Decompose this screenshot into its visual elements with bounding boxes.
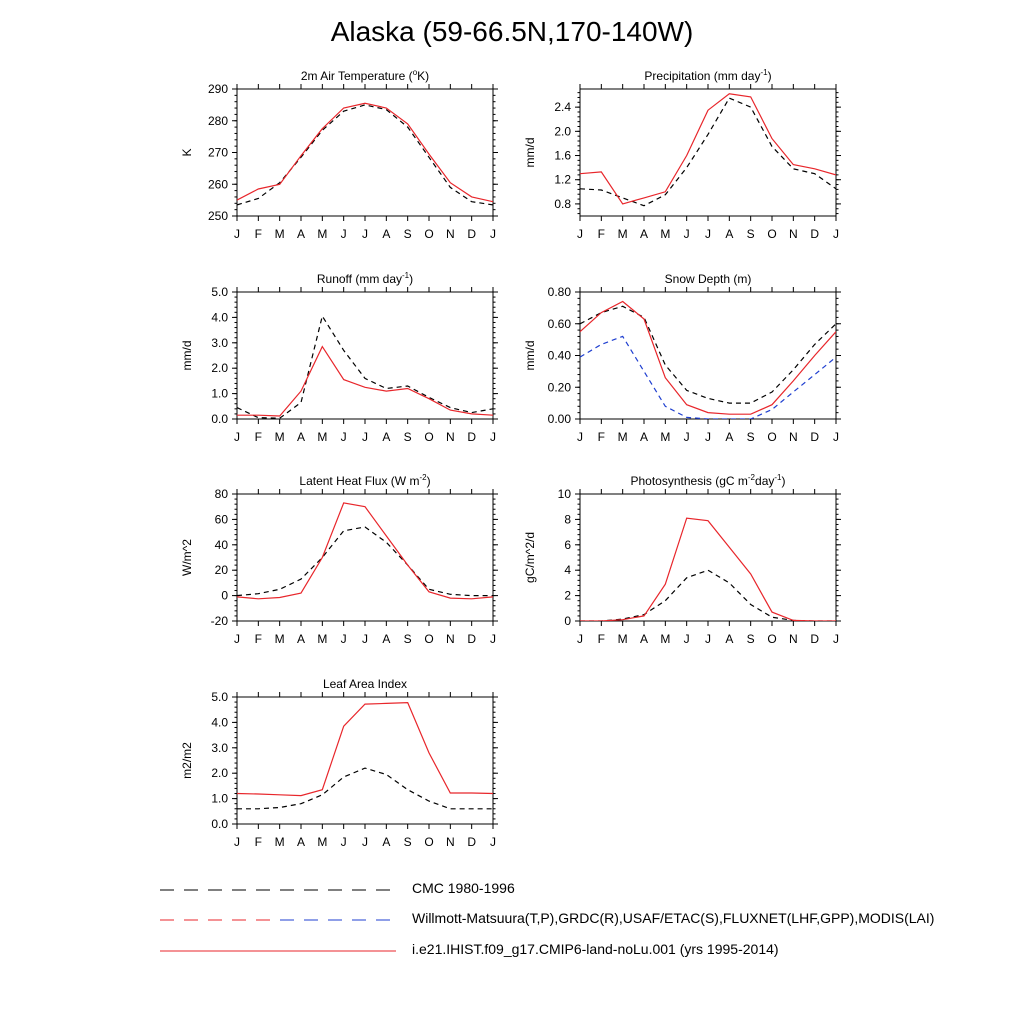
y-tick-label: 2.0 bbox=[554, 124, 571, 139]
x-tick-label: O bbox=[767, 430, 777, 444]
x-tick-label: S bbox=[403, 430, 412, 444]
series-line-obs2 bbox=[580, 336, 836, 419]
x-tick-label: N bbox=[788, 430, 798, 444]
x-tick-label: A bbox=[382, 835, 391, 849]
x-tick-label: J bbox=[833, 430, 839, 444]
y-axis-label: mm/d bbox=[523, 340, 537, 371]
x-tick-label: M bbox=[317, 835, 328, 849]
y-tick-label: 0.0 bbox=[211, 817, 228, 831]
chart-panel bbox=[180, 677, 498, 849]
series-line-obs bbox=[580, 98, 836, 206]
legend-swatch-cmc bbox=[160, 880, 400, 900]
y-tick-label: 0 bbox=[221, 588, 228, 603]
x-tick-label: J bbox=[234, 430, 240, 444]
series-line-model bbox=[237, 347, 493, 416]
x-tick-label: J bbox=[490, 835, 496, 849]
x-tick-label: N bbox=[788, 227, 798, 241]
y-tick-label: 270 bbox=[207, 145, 228, 160]
x-tick-label: D bbox=[810, 430, 820, 444]
x-tick-label: S bbox=[403, 227, 412, 241]
x-tick-label: J bbox=[683, 227, 690, 241]
plot-frame bbox=[237, 494, 493, 621]
x-tick-label: M bbox=[660, 430, 671, 444]
x-tick-label: M bbox=[617, 632, 628, 646]
x-tick-label: J bbox=[340, 632, 347, 646]
x-tick-label: J bbox=[362, 632, 368, 646]
x-tick-label: A bbox=[296, 632, 306, 646]
y-tick-label: 20 bbox=[214, 563, 228, 578]
y-tick-label: 2.0 bbox=[211, 361, 228, 376]
y-tick-label: 5.0 bbox=[211, 690, 228, 704]
chart-title: Runoff (mm day$^{-1}$) bbox=[316, 271, 414, 286]
y-tick-label: -20 bbox=[210, 614, 228, 628]
chart-title: Photosynthesis (gC $m^{-2}day^{-1}$) bbox=[630, 473, 786, 488]
y-tick-label: 0.00 bbox=[547, 412, 571, 426]
y-tick-label: 40 bbox=[214, 537, 228, 552]
series-line-obs bbox=[237, 316, 493, 418]
y-tick-label: 0.0 bbox=[211, 412, 228, 426]
x-tick-label: A bbox=[639, 430, 649, 444]
x-tick-label: J bbox=[577, 430, 583, 444]
x-tick-label: S bbox=[403, 632, 412, 646]
y-tick-label: 3.0 bbox=[211, 740, 228, 755]
y-axis-label: m2/m2 bbox=[180, 742, 194, 779]
y-axis-label: K bbox=[180, 148, 194, 157]
y-tick-label: 5.0 bbox=[211, 285, 228, 299]
legend-swatch-model bbox=[160, 941, 400, 961]
x-tick-label: J bbox=[340, 227, 347, 241]
x-tick-label: N bbox=[445, 632, 455, 646]
y-tick-label: 10 bbox=[557, 487, 571, 501]
plot-frame bbox=[580, 494, 836, 621]
y-tick-label: 80 bbox=[214, 487, 228, 501]
y-tick-label: 8 bbox=[564, 512, 571, 527]
legend-label: i.e21.IHIST.f09_g17.CMIP6-land-noLu.001 (yrs 1995-2014) bbox=[412, 941, 779, 957]
x-tick-label: F bbox=[254, 632, 263, 646]
x-tick-label: N bbox=[445, 430, 455, 444]
x-tick-label: A bbox=[725, 227, 734, 241]
series-line-obs bbox=[237, 527, 493, 596]
x-tick-label: M bbox=[317, 227, 328, 241]
legend-item-cmc bbox=[160, 880, 515, 900]
x-tick-label: M bbox=[317, 632, 328, 646]
page-title: Alaska (59-66.5N,170-140W) bbox=[330, 16, 694, 47]
x-tick-label: F bbox=[597, 227, 606, 241]
x-tick-label: A bbox=[639, 632, 649, 646]
y-axis-label: gC/m^2/d bbox=[523, 532, 537, 583]
y-tick-label: 250 bbox=[207, 209, 228, 223]
x-tick-label: F bbox=[254, 835, 263, 849]
x-tick-label: S bbox=[403, 835, 412, 849]
y-tick-label: 260 bbox=[207, 177, 228, 192]
series-line-model bbox=[237, 103, 493, 201]
y-tick-label: 1.0 bbox=[211, 386, 228, 401]
x-tick-label: F bbox=[254, 227, 263, 241]
x-tick-label: J bbox=[340, 835, 347, 849]
x-tick-label: A bbox=[296, 227, 306, 241]
x-tick-label: O bbox=[424, 835, 434, 849]
y-tick-label: 2 bbox=[564, 588, 571, 603]
y-tick-label: 0.60 bbox=[547, 316, 571, 331]
y-tick-label: 2.4 bbox=[554, 100, 571, 115]
chart-title: Leaf Area Index bbox=[322, 677, 408, 691]
plot-frame bbox=[237, 292, 493, 419]
x-tick-label: A bbox=[725, 632, 734, 646]
x-tick-label: M bbox=[317, 430, 328, 444]
y-axis-label: mm/d bbox=[180, 340, 194, 371]
y-tick-label: 280 bbox=[207, 113, 228, 128]
x-tick-label: M bbox=[274, 227, 285, 241]
y-tick-label: 0.40 bbox=[547, 348, 571, 363]
y-tick-label: 0.80 bbox=[547, 285, 571, 299]
x-tick-label: M bbox=[274, 835, 285, 849]
y-tick-label: 60 bbox=[214, 512, 228, 527]
y-tick-label: 0.8 bbox=[554, 196, 571, 211]
y-tick-label: 290 bbox=[207, 82, 228, 96]
series-line-model bbox=[580, 518, 836, 621]
y-tick-label: 1.0 bbox=[211, 791, 228, 806]
series-line-model bbox=[237, 703, 493, 796]
x-tick-label: M bbox=[274, 632, 285, 646]
y-tick-label: 1.2 bbox=[554, 172, 571, 187]
x-tick-label: O bbox=[424, 430, 434, 444]
y-tick-label: 4.0 bbox=[211, 310, 228, 325]
chart-panel bbox=[180, 271, 498, 444]
x-tick-label: S bbox=[746, 227, 755, 241]
x-tick-label: N bbox=[788, 632, 798, 646]
x-tick-label: J bbox=[234, 227, 240, 241]
y-tick-label: 4.0 bbox=[211, 715, 228, 730]
chart-panel bbox=[523, 68, 841, 241]
x-tick-label: F bbox=[597, 430, 606, 444]
x-tick-label: F bbox=[254, 430, 263, 444]
x-tick-label: J bbox=[340, 430, 347, 444]
y-tick-label: 0 bbox=[564, 614, 571, 628]
chart-title: Precipitation (mm day$^{-1}$) bbox=[644, 68, 772, 83]
series-line-model bbox=[580, 302, 836, 415]
x-tick-label: D bbox=[467, 632, 477, 646]
x-tick-label: O bbox=[424, 632, 434, 646]
x-tick-label: J bbox=[705, 632, 711, 646]
chart-panel bbox=[180, 68, 498, 241]
x-tick-label: J bbox=[490, 430, 496, 444]
x-tick-label: J bbox=[362, 430, 368, 444]
y-tick-label: 4 bbox=[564, 563, 571, 578]
x-tick-label: M bbox=[617, 430, 628, 444]
series-line-model bbox=[580, 94, 836, 204]
x-tick-label: J bbox=[833, 227, 839, 241]
x-tick-label: J bbox=[490, 227, 496, 241]
x-tick-label: J bbox=[362, 227, 368, 241]
y-tick-label: 1.6 bbox=[554, 148, 571, 163]
series-line-obs bbox=[237, 768, 493, 809]
chart-panel bbox=[180, 473, 498, 646]
x-tick-label: J bbox=[683, 430, 690, 444]
x-tick-label: M bbox=[660, 227, 671, 241]
chart-title: Snow Depth (m) bbox=[664, 272, 752, 286]
x-tick-label: J bbox=[234, 835, 240, 849]
legend-item-model bbox=[160, 941, 779, 961]
x-tick-label: J bbox=[705, 227, 711, 241]
x-tick-label: N bbox=[445, 227, 455, 241]
plot-frame bbox=[580, 292, 836, 419]
x-tick-label: A bbox=[382, 227, 391, 241]
plot-frame bbox=[237, 89, 493, 216]
x-tick-label: N bbox=[445, 835, 455, 849]
x-tick-label: M bbox=[617, 227, 628, 241]
x-tick-label: O bbox=[767, 227, 777, 241]
x-tick-label: J bbox=[705, 430, 711, 444]
legend-label: CMC 1980-1996 bbox=[412, 880, 515, 896]
x-tick-label: A bbox=[296, 835, 306, 849]
x-tick-label: D bbox=[467, 227, 477, 241]
x-tick-label: A bbox=[382, 430, 391, 444]
x-tick-label: D bbox=[467, 430, 477, 444]
chart-title: 2m Air Temperature ($^o$K) bbox=[300, 68, 430, 83]
x-tick-label: D bbox=[810, 632, 820, 646]
x-tick-label: M bbox=[660, 632, 671, 646]
y-axis-label: mm/d bbox=[523, 137, 537, 168]
x-tick-label: A bbox=[725, 430, 734, 444]
series-line-model bbox=[237, 503, 493, 599]
y-axis-label: W/m^2 bbox=[180, 539, 194, 576]
plot-frame bbox=[237, 697, 493, 824]
x-tick-label: A bbox=[639, 227, 649, 241]
x-tick-label: J bbox=[833, 632, 839, 646]
legend-swatch-observations bbox=[160, 910, 400, 930]
y-tick-label: 2.0 bbox=[211, 766, 228, 781]
x-tick-label: S bbox=[746, 430, 755, 444]
x-tick-label: A bbox=[296, 430, 306, 444]
x-tick-label: F bbox=[597, 632, 606, 646]
chart-title: Latent Heat Flux (W $m^{-2}$) bbox=[299, 473, 431, 488]
chart-panel bbox=[523, 272, 841, 444]
chart-panel bbox=[523, 473, 841, 646]
x-tick-label: J bbox=[683, 632, 690, 646]
x-tick-label: O bbox=[424, 227, 434, 241]
x-tick-label: O bbox=[767, 632, 777, 646]
x-tick-label: J bbox=[577, 227, 583, 241]
y-tick-label: 3.0 bbox=[211, 335, 228, 350]
x-tick-label: D bbox=[467, 835, 477, 849]
series-line-obs bbox=[237, 105, 493, 205]
x-tick-label: D bbox=[810, 227, 820, 241]
series-line-obs bbox=[580, 570, 836, 621]
y-tick-label: 0.20 bbox=[547, 380, 571, 395]
x-tick-label: J bbox=[577, 632, 583, 646]
x-tick-label: J bbox=[362, 835, 368, 849]
x-tick-label: J bbox=[234, 632, 240, 646]
y-tick-label: 6 bbox=[564, 537, 571, 552]
legend-item-observations bbox=[160, 910, 935, 930]
legend-label: Willmott-Matsuura(T,P),GRDC(R),USAF/ETAC(S),FLUXNET(LHF,GPP),MODIS(LAI) bbox=[412, 910, 935, 926]
x-tick-label: S bbox=[746, 632, 755, 646]
x-tick-label: M bbox=[274, 430, 285, 444]
x-tick-label: A bbox=[382, 632, 391, 646]
x-tick-label: J bbox=[490, 632, 496, 646]
